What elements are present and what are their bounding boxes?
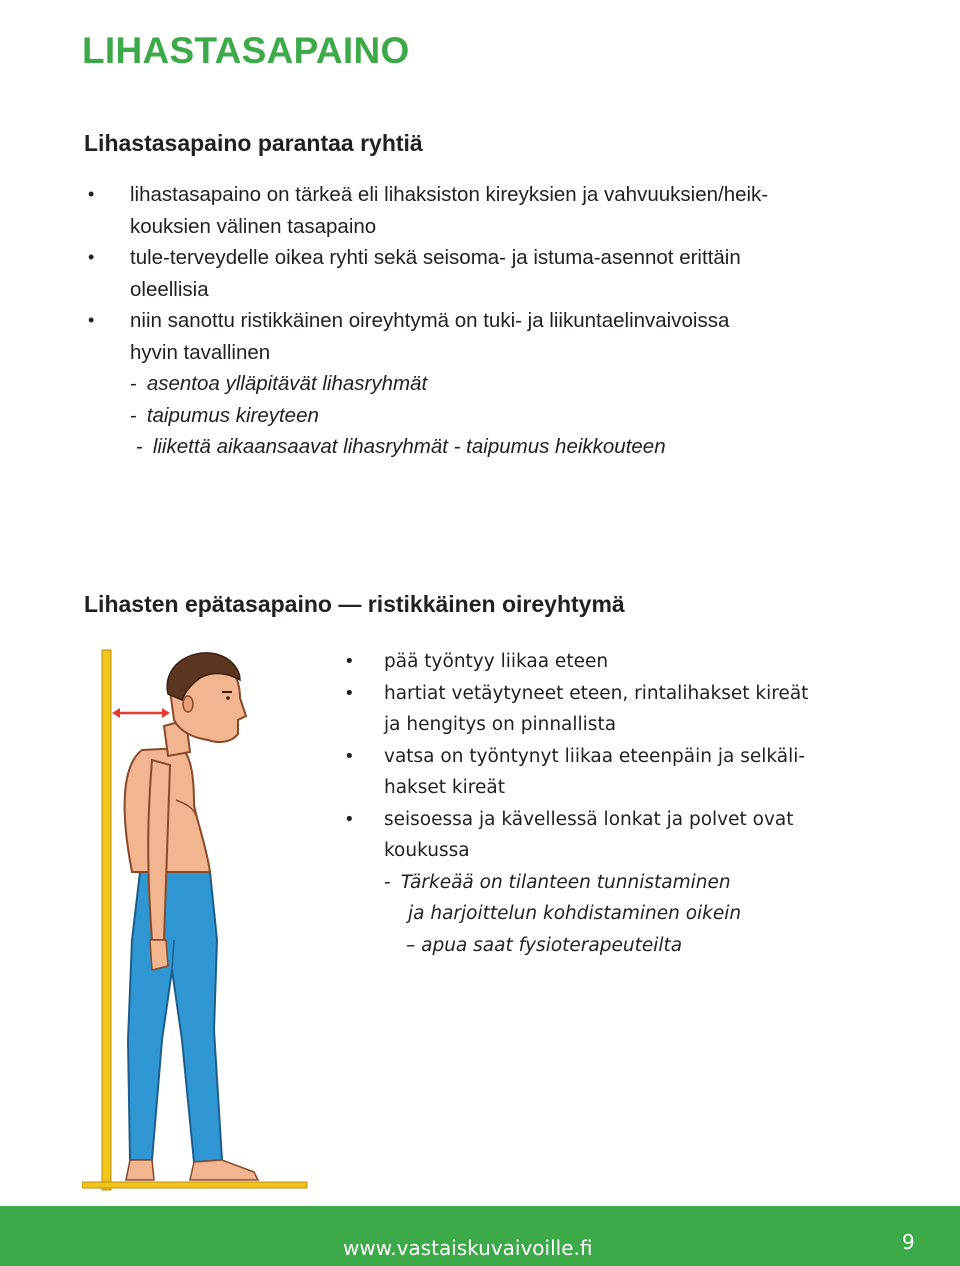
footer-website-link[interactable]: www.vastaiskuvaivoille.fi	[343, 1236, 593, 1260]
note-line	[338, 867, 898, 899]
list-item-line: pää työntyy liikaa eteen	[384, 651, 609, 672]
dash-marker: -	[130, 372, 137, 395]
posture-figure	[82, 640, 312, 1200]
bullet-icon: •	[88, 247, 95, 267]
note-text: Tärkeää on tilanteen tunnistaminen	[400, 871, 731, 893]
list-item-line: oleellisia	[130, 277, 209, 301]
list-item-line: lihastasapaino on tärkeä eli lihaksiston kireyksien ja vahvuuksien/heik-	[130, 183, 769, 206]
list-item	[84, 242, 884, 305]
list-item-line: hakset kireät	[384, 777, 505, 798]
list-item-line: niin sanottu ristikkäinen oireyhtymä on tuki- ja liikuntaelinvaivoissa	[130, 309, 730, 332]
note-line: – apua saat fysioterapeuteilta	[406, 934, 683, 956]
list-item-line: tule-terveydelle oikea ryhti sekä seisoma- ja istuma-asennot erittäin	[130, 246, 741, 269]
section-heading-balance: Lihastasapaino parantaa ryhtiä	[84, 130, 423, 156]
list-item-line: vatsa on työntynyt liikaa eteenpäin ja selkäli-	[384, 745, 806, 767]
sub-list-item	[84, 368, 884, 400]
footer-bar	[0, 1206, 960, 1266]
balance-bullet-list	[84, 179, 884, 463]
sub-list-item-text: liikettä aikaansaavat lihasryhmät - taipumus heikkouteen	[152, 435, 666, 458]
bullet-icon: •	[344, 808, 355, 830]
section-heading-imbalance: Lihasten epätasapaino — ristikkäinen oireyhtymä	[84, 591, 625, 617]
list-item-line: hartiat vetäytyneet eteen, rintalihakset kireät	[384, 682, 809, 704]
list-item-line: kouksien välinen tasapaino	[130, 214, 377, 238]
bullet-icon: •	[88, 184, 95, 204]
list-item-line: koukussa	[384, 840, 470, 861]
list-item	[338, 741, 898, 804]
bullet-icon: •	[344, 745, 355, 767]
sub-list-item	[84, 400, 884, 432]
dash-marker: -	[130, 403, 137, 427]
sub-list-item-text: asentoa ylläpitävät lihasryhmät	[146, 372, 428, 395]
list-item-line: seisoessa ja kävellessä lonkat ja polvet ovat	[384, 808, 794, 830]
dash-marker: -	[384, 871, 391, 893]
list-item	[84, 305, 884, 368]
bullet-icon: •	[344, 651, 355, 672]
list-item	[84, 179, 884, 242]
sub-list-item-text: taipumus kireyteen	[146, 403, 319, 427]
slouching-posture-illustration-icon	[82, 640, 312, 1200]
bullet-icon: •	[88, 310, 95, 330]
imbalance-bullet-list	[338, 646, 898, 961]
page-number: 9	[902, 1230, 915, 1254]
list-item-line: hyvin tavallinen	[130, 340, 271, 364]
page-title: LIHASTASAPAINO	[82, 30, 410, 71]
note-line: ja harjoittelun kohdistaminen oikein	[408, 903, 742, 924]
list-item	[338, 804, 898, 867]
dash-marker: -	[136, 435, 143, 458]
list-item	[338, 678, 898, 741]
bullet-icon: •	[344, 682, 355, 704]
list-item	[338, 646, 898, 678]
list-item-line: ja hengitys on pinnallista	[384, 714, 617, 735]
sub-list-item	[84, 431, 884, 463]
